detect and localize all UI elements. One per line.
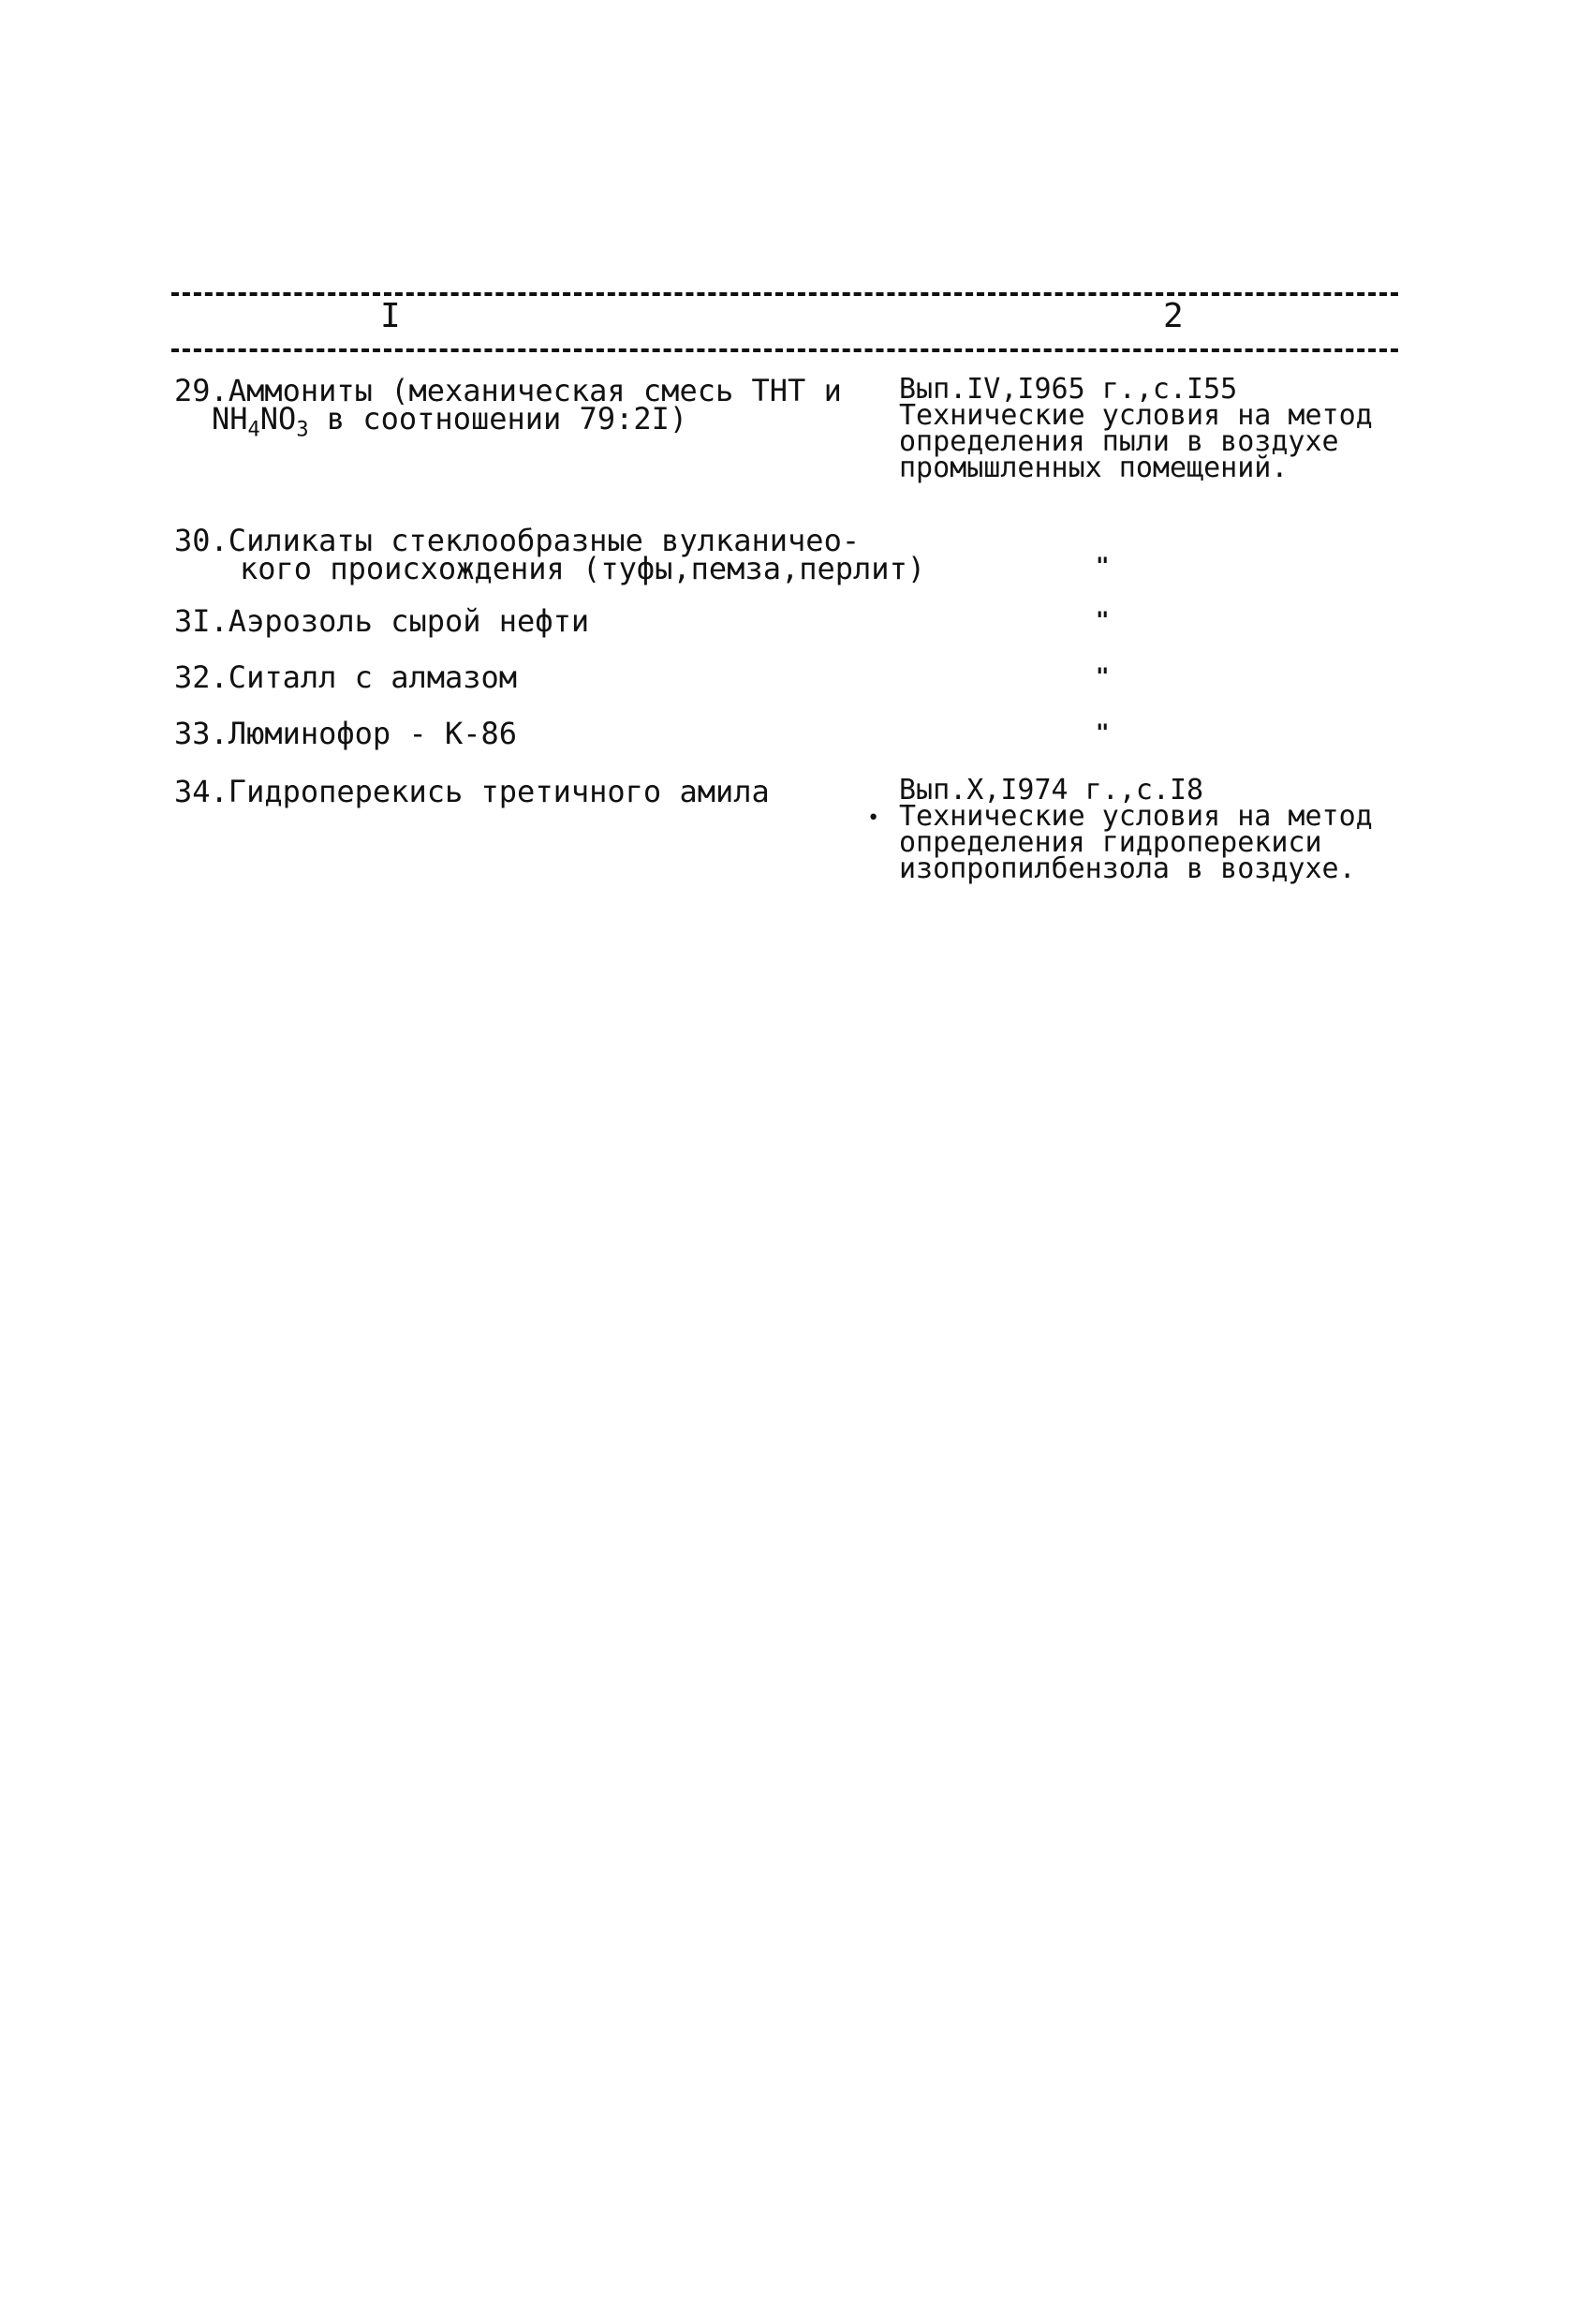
entry-29-formula-sub3: 3: [296, 418, 309, 442]
entry-30-substance: [174, 523, 926, 586]
entry-29-substance: [174, 373, 895, 442]
entry-34-ref-line-2: Технические условия на метод: [899, 800, 1373, 833]
entry-32-line-1: 32.Ситалл с алмазом: [174, 659, 518, 695]
table-header-rule: [171, 348, 1398, 352]
entry-30-line-2: кого происхождения (туфы,пемза,перлит): [240, 551, 926, 586]
entry-34-line-1: 34.Гидроперекись третичного амила: [174, 774, 770, 809]
entry-29-formula-no: NO: [259, 401, 297, 437]
entry-29-formula-nh: NH: [212, 401, 248, 437]
entry-31-line-1: 3I.Аэрозоль сырой нефти: [174, 603, 590, 639]
entry-29-formula-sub4: 4: [247, 418, 260, 442]
entry-29-line-2: [174, 401, 895, 442]
entry-31-ditto-mark: ": [1096, 607, 1110, 633]
entry-31-substance: [174, 603, 895, 639]
column-header-1: I: [380, 297, 401, 335]
entry-34-ref-line-1: Вып.X,I974 г.,с.I8: [899, 774, 1204, 807]
entry-33-ditto-mark: ": [1096, 719, 1110, 746]
entry-34-ref-line-3: определения гидроперекиси: [899, 826, 1322, 859]
table-top-rule: [171, 292, 1398, 296]
entry-34-substance: [174, 774, 895, 809]
entry-29-line-1: 29.Аммониты (механическая смесь ТНТ и: [174, 373, 842, 408]
column-header-2: 2: [1163, 297, 1184, 335]
entry-34-bullet-mark: •: [867, 807, 880, 830]
entry-32-substance: [174, 659, 895, 695]
entry-29-ref-line-1: Вып.IV,I965 г.,с.I55: [899, 373, 1238, 406]
entry-33-substance: [174, 716, 895, 751]
entry-32-ditto-mark: ": [1096, 663, 1110, 689]
entry-29-ref-line-2: Технические условия на метод: [899, 399, 1373, 432]
entry-29-ref-line-3: определения пыли в воздухе: [899, 425, 1339, 458]
entry-30-ditto-mark: ": [1096, 553, 1110, 579]
entry-34-ref-line-4: изопропилбензола в воздухе.: [899, 852, 1356, 885]
entry-34-reference: [899, 774, 1405, 885]
entry-29-ref-line-4: промышленных помещений.: [899, 451, 1289, 484]
entry-33-line-1: 33.Люминофор - К-86: [174, 716, 518, 751]
entry-29-reference: [899, 373, 1405, 484]
entry-29-ratio: в соотношении 79:2I): [308, 401, 688, 437]
entry-30-line-1: 30.Силикаты стеклообразные вулканичео-: [174, 523, 861, 558]
